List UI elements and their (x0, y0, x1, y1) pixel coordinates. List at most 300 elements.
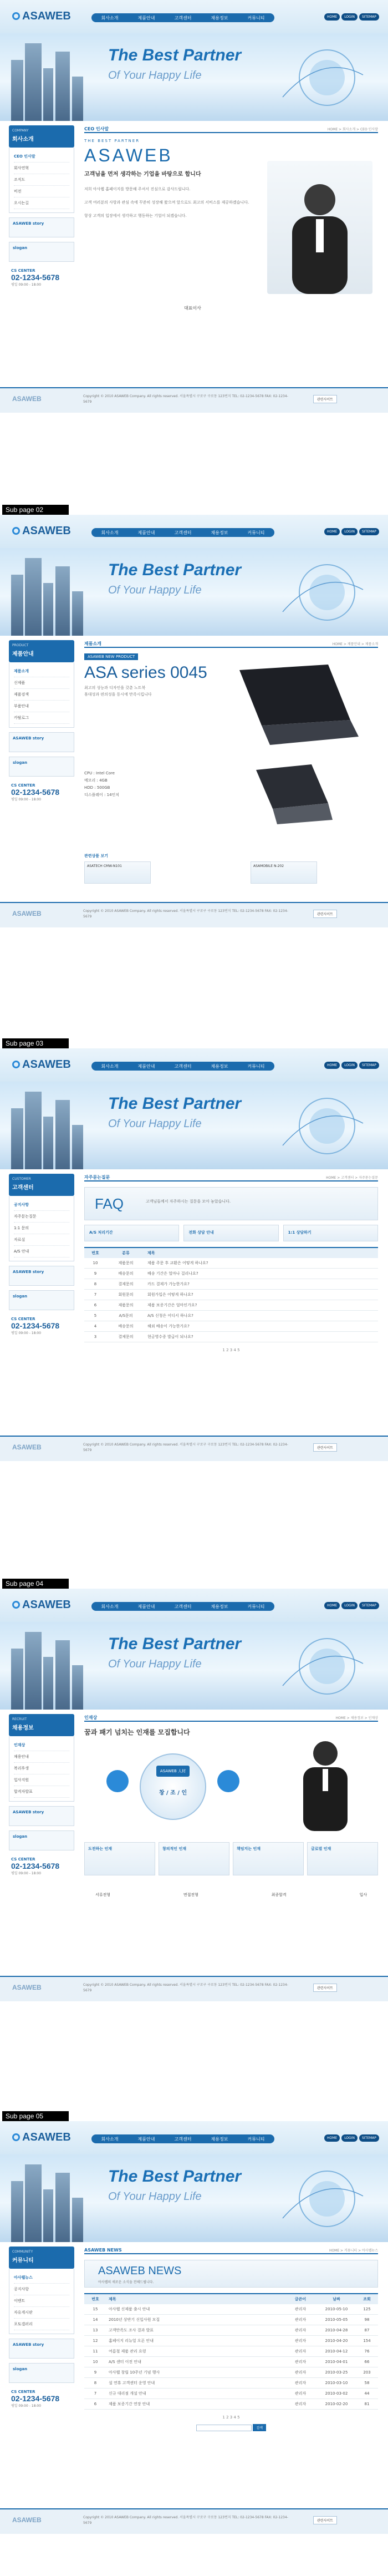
header (0, 515, 388, 548)
table-cell: 203 (356, 2367, 378, 2378)
sidebar-item[interactable]: 공지사항 (14, 1199, 69, 1211)
sitemap-button[interactable]: SITEMAP (359, 1602, 379, 1609)
nav-product[interactable]: 제품안내 (137, 15, 155, 21)
spec-item: 메모리 : 4GB (84, 778, 108, 783)
subpage-label: Sub page 05 (2, 2111, 69, 2121)
content-body (84, 2260, 378, 2504)
footer-copyright: Copyright © 2010 ASAWEB Company. All rights reserved. 서울특별시 구로구 구로동 123번지 TEL: 02-1234-5678 FAX: 02-1234-5679 (83, 394, 288, 404)
sidebar-header (9, 1714, 74, 1736)
table-cell: 여름철 제품 관리 요령 (106, 2346, 284, 2357)
table-cell: 8 (84, 2378, 106, 2389)
login-button[interactable]: LOGIN (341, 2134, 358, 2142)
cs-number: 02-1234-5678 (11, 1321, 60, 1330)
sidebar-header (9, 640, 74, 662)
news-heading: ASAWEB NEWS (98, 2265, 182, 2277)
cs-hours: 평일 09:00 - 18:00 (11, 2404, 42, 2408)
table-row[interactable] (84, 2357, 378, 2367)
nav-product[interactable]: 제품안내 (137, 530, 155, 535)
table-cell: 2010-05-10 (317, 2304, 356, 2315)
table-row[interactable] (84, 2336, 378, 2346)
ceo-photo (267, 161, 372, 294)
table-cell: 7 (84, 2389, 106, 2399)
sidebar-item[interactable]: 1:1 문의 (14, 1223, 69, 1234)
building-image (11, 60, 23, 121)
info-box[interactable]: 1:1 상담하기 (283, 1225, 378, 1241)
sidebar (9, 2247, 74, 2410)
home-button[interactable]: HOME (324, 13, 340, 21)
table-cell: 제품문의 (106, 1300, 145, 1311)
table-cell: 2010-05-05 (317, 2315, 356, 2325)
cs-center (9, 1855, 74, 1878)
subpage-2 (0, 515, 388, 927)
story-banner[interactable]: ASAWEB story (9, 217, 74, 237)
story-banner[interactable]: ASAWEB story (9, 1806, 74, 1826)
table-cell: 58 (356, 2378, 378, 2389)
sidebar-item[interactable]: 자주묻는질문 (14, 1211, 69, 1223)
cs-number: 02-1234-5678 (11, 2394, 60, 2403)
process-step: 면접전형 (183, 1893, 198, 1897)
footer-logo: ASAWEB (12, 395, 42, 403)
slogan-banner[interactable]: slogan (9, 757, 74, 777)
sidebar-item[interactable]: 합격자발표 (14, 1786, 69, 1798)
value-bubble (106, 1770, 129, 1792)
hero-banner (0, 2154, 388, 2242)
family-site-select[interactable]: 관련사이트 (313, 910, 337, 918)
hero-tagline: The Best Partner (108, 561, 242, 579)
ceo-paragraph: 고객 여러분의 사랑과 관심 속에 꾸준히 성장해 왔으며 앞으로도 최고의 서비스를 제공하겠습니다. (84, 200, 249, 205)
footer-logo: ASAWEB (12, 910, 42, 917)
col-header: 분류 (106, 1248, 145, 1258)
table-cell: 9 (84, 1269, 106, 1279)
laptop-image (217, 665, 361, 748)
home-button[interactable]: HOME (324, 1062, 340, 1069)
table-cell: 배송문의 (106, 1269, 145, 1279)
story-banner[interactable]: ASAWEB story (9, 732, 74, 752)
content-title-bar (84, 640, 378, 648)
nav-product[interactable]: 제품안내 (137, 1063, 155, 1069)
pagination[interactable]: 1 2 3 4 5 (222, 2415, 240, 2420)
table-row[interactable] (84, 2315, 378, 2325)
main-nav (91, 2134, 274, 2143)
en-subtitle: THE BEST PARTNER (84, 139, 140, 143)
sidebar-item[interactable]: 인재상 (14, 1740, 69, 1751)
building-image (11, 1649, 23, 1710)
col-header: 번호 (84, 1248, 106, 1258)
nav-customer[interactable]: 고객센터 (174, 1063, 192, 1069)
page-title: CEO 인사말 (84, 126, 109, 131)
header (0, 2121, 388, 2154)
table-cell: 87 (356, 2325, 378, 2336)
sidebar-title: 커뮤니티 (12, 2258, 34, 2264)
subpage-5 (0, 2121, 388, 2534)
process-step: 입사 (359, 1893, 367, 1897)
product-thumb[interactable]: ASAMOBILE N-202 (251, 861, 317, 884)
search-button[interactable]: 검색 (253, 2424, 266, 2431)
table-cell: 관리자 (284, 2367, 317, 2378)
talent-center-label: ASAWEB 人材 (156, 1766, 190, 1777)
sidebar-item[interactable]: 아사웹뉴스 (14, 2272, 69, 2284)
sidebar-item[interactable]: 부품안내 (14, 701, 69, 712)
table-cell: 66 (356, 2357, 378, 2367)
logo-icon (12, 527, 20, 535)
col-header: 제목 (106, 2294, 284, 2304)
building-image (55, 2173, 70, 2242)
nav-product[interactable]: 제품안내 (137, 2136, 155, 2142)
logo[interactable]: ASAWEB (12, 2131, 71, 2144)
sidebar-menu (9, 1196, 74, 1261)
table-cell: 제품 보증기간 연장 안내 (106, 2399, 284, 2410)
main-nav (91, 13, 274, 22)
logo-icon (12, 1061, 20, 1068)
building-image (55, 52, 70, 121)
logo[interactable]: ASAWEB (12, 525, 71, 537)
main-nav (91, 1602, 274, 1611)
hero-subtagline: Of Your Happy Life (108, 1658, 202, 1670)
nav-company[interactable]: 회사소개 (101, 2136, 119, 2142)
table-cell: 제품문의 (106, 1258, 145, 1269)
table-cell: 154 (356, 2336, 378, 2346)
subpage-4 (0, 1589, 388, 2001)
talent-card: 글로벌 인재 (307, 1842, 378, 1875)
news-desc: 아사웹의 새로운 소식을 전해드립니다. (98, 2280, 154, 2284)
table-row[interactable] (84, 1321, 378, 1332)
table-cell: 6 (84, 1300, 106, 1311)
breadcrumb: HOME > 채용정보 > 인재상 (335, 1716, 378, 1720)
logo[interactable]: ASAWEB (12, 1058, 71, 1071)
sidebar-item[interactable]: 복리후생 (14, 1763, 69, 1774)
top-buttons (324, 2134, 379, 2142)
nav-customer[interactable]: 고객센터 (174, 530, 192, 535)
main-content (84, 640, 378, 897)
table-row[interactable] (84, 1332, 378, 1342)
sidebar-item[interactable]: 비전 (14, 186, 69, 197)
sidebar-item[interactable]: 제품소개 (14, 666, 69, 677)
content-body (84, 139, 378, 383)
table-cell: 관리자 (284, 2315, 317, 2325)
sidebar-item[interactable]: 이벤트 (14, 2295, 69, 2307)
table-cell: 제품 주문 후 교환은 어떻게 하나요? (145, 1258, 378, 1269)
talent-card: 창의적인 인재 (159, 1842, 229, 1875)
sitemap-button[interactable]: SITEMAP (359, 2134, 379, 2142)
nav-community[interactable]: 커뮤니티 (247, 1604, 265, 1609)
nav-recruit[interactable]: 채용정보 (211, 15, 228, 21)
top-buttons (324, 528, 379, 535)
spec-item: CPU : Intel Core (84, 771, 115, 775)
hero-tagline: The Best Partner (108, 1635, 242, 1653)
footer (0, 2508, 388, 2534)
ceo-signature-label: 대표이사 (184, 306, 201, 311)
cs-center (9, 1315, 74, 1337)
sidebar-item[interactable]: CEO 인사말 (14, 151, 69, 163)
nav-company[interactable]: 회사소개 (101, 1604, 119, 1609)
login-button[interactable]: LOGIN (341, 528, 358, 535)
top-buttons (324, 13, 379, 21)
table-row[interactable] (84, 2325, 378, 2336)
table-cell: 홈페이지 리뉴얼 오픈 안내 (106, 2336, 284, 2346)
recruit-lead: 꿈과 패기 넘치는 인재를 모집합니다 (84, 1728, 190, 1736)
sidebar-item[interactable]: 제품검색 (14, 689, 69, 701)
nav-company[interactable]: 회사소개 (101, 530, 119, 535)
product-model: ASA series 0045 (84, 663, 207, 682)
story-banner[interactable]: ASAWEB story (9, 1266, 74, 1286)
building-image (43, 68, 53, 121)
related-title: 관련상품 보기 (84, 854, 109, 858)
cs-center (9, 266, 74, 289)
sidebar-item[interactable]: 자유게시판 (14, 2307, 69, 2319)
table-cell: 44 (356, 2389, 378, 2399)
building-image (25, 2164, 42, 2242)
nav-recruit[interactable]: 채용정보 (211, 2136, 228, 2142)
table-row[interactable] (84, 1300, 378, 1311)
table-row[interactable] (84, 1258, 378, 1269)
building-image (43, 1117, 53, 1169)
building-image (25, 558, 42, 636)
content-title-bar (84, 1174, 378, 1181)
col-header: 번호 (84, 2294, 106, 2304)
sitemap-button[interactable]: SITEMAP (359, 528, 379, 535)
nav-community[interactable]: 커뮤니티 (247, 15, 265, 21)
table-cell: 98 (356, 2315, 378, 2325)
nav-company[interactable]: 회사소개 (101, 15, 119, 21)
sidebar-menu (9, 662, 74, 728)
table-cell: 배송문의 (106, 1321, 145, 1332)
building-image (43, 583, 53, 636)
sidebar-item[interactable]: 입사지원 (14, 1774, 69, 1786)
sidebar-item[interactable]: 포토갤러리 (14, 2319, 69, 2330)
subpage-label: Sub page 02 (2, 505, 69, 515)
nav-recruit[interactable]: 채용정보 (211, 1604, 228, 1609)
hero-subtagline: Of Your Happy Life (108, 1118, 202, 1130)
cs-title: CS CENTER (11, 1857, 35, 1862)
home-button[interactable]: HOME (324, 528, 340, 535)
footer-logo: ASAWEB (12, 1984, 42, 1991)
table-cell: 2010-04-01 (317, 2357, 356, 2367)
sidebar-menu (9, 2269, 74, 2334)
sidebar-item[interactable]: A/S 안내 (14, 1246, 69, 1257)
ceo-heading: ASAWEB (84, 145, 173, 165)
table-row[interactable] (84, 2346, 378, 2357)
spec-item: HDD : 500GB (84, 785, 110, 790)
main-content (84, 125, 378, 383)
process-step: 최종합격 (271, 1893, 287, 1897)
page-title: ASAWEB NEWS (84, 2247, 122, 2253)
sitemap-button[interactable]: SITEMAP (359, 1062, 379, 1069)
content-body (84, 1727, 378, 1971)
cs-title: CS CENTER (11, 268, 35, 273)
cs-hours: 평일 09:00 - 18:00 (11, 798, 42, 802)
table-cell: 관리자 (284, 2325, 317, 2336)
family-site-select[interactable]: 관련사이트 (313, 1984, 337, 1992)
col-header: 날짜 (317, 2294, 356, 2304)
sidebar-item[interactable]: 카탈로그 (14, 712, 69, 724)
content-body (84, 1187, 378, 1431)
info-box[interactable]: 전화 상담 안내 (183, 1225, 278, 1241)
family-site-select[interactable]: 관련사이트 (313, 395, 337, 403)
slogan-banner[interactable]: slogan (9, 242, 74, 262)
main-nav (91, 1062, 274, 1071)
building-image (43, 1657, 53, 1710)
subpage-3 (0, 1048, 388, 1461)
table-cell: 관리자 (284, 2336, 317, 2346)
ceo-paragraph: 항상 고객의 입장에서 생각하고 행동하는 기업이 되겠습니다. (84, 214, 187, 218)
login-button[interactable]: LOGIN (341, 13, 358, 21)
sidebar-item[interactable]: 조직도 (14, 174, 69, 186)
sidebar-item[interactable]: 채용안내 (14, 1751, 69, 1763)
table-cell: 2010-03-25 (317, 2367, 356, 2378)
logo[interactable]: ASAWEB (12, 1599, 71, 1611)
footer (0, 1976, 388, 2001)
table-cell: 설 연휴 고객센터 운영 안내 (106, 2378, 284, 2389)
sidebar-title: 제품안내 (12, 651, 34, 657)
hero-visual (277, 2163, 366, 2235)
building-image (55, 1640, 70, 1710)
nav-recruit[interactable]: 채용정보 (211, 1063, 228, 1069)
building-image (72, 1125, 83, 1169)
sidebar-header (9, 2247, 74, 2269)
info-box[interactable]: A/S 처리기간 (84, 1225, 179, 1241)
table-cell: A/S문의 (106, 1311, 145, 1321)
nav-customer[interactable]: 고객센터 (174, 1604, 192, 1609)
page-title: 제품소개 (84, 641, 101, 646)
table-cell: 76 (356, 2346, 378, 2357)
hero-banner (0, 1622, 388, 1710)
logo[interactable]: ASAWEB (12, 10, 71, 23)
businessman-image (284, 1731, 367, 1831)
table-row[interactable] (84, 1279, 378, 1290)
cs-title: CS CENTER (11, 1317, 35, 1321)
nav-recruit[interactable]: 채용정보 (211, 530, 228, 535)
table-cell: 7 (84, 1290, 106, 1300)
talent-values: 창 / 조 / 인 (159, 1790, 187, 1796)
product-thumb[interactable]: ASATECH CMW-N101 (84, 861, 151, 884)
content-title-bar (84, 1714, 378, 1722)
table-cell: 제품 보증기간은 얼마인가요? (145, 1300, 378, 1311)
col-header: 제목 (145, 1248, 378, 1258)
table-row[interactable] (84, 1290, 378, 1300)
faq-desc: 고객님들께서 자주하시는 질문을 모아 놓았습니다. (146, 1199, 231, 1204)
table-cell: 2010-04-20 (317, 2336, 356, 2346)
building-image (72, 591, 83, 636)
sidebar-item[interactable]: 회사연혁 (14, 163, 69, 174)
table-row[interactable] (84, 2389, 378, 2399)
sidebar-item[interactable]: 신제품 (14, 677, 69, 689)
family-site-select[interactable]: 관련사이트 (313, 2516, 337, 2524)
hero-banner (0, 33, 388, 121)
hero-banner (0, 548, 388, 636)
nav-community[interactable]: 커뮤니티 (247, 1063, 265, 1069)
sidebar-title: 회사소개 (12, 136, 34, 143)
nav-customer[interactable]: 고객센터 (174, 2136, 192, 2142)
home-button[interactable]: HOME (324, 1602, 340, 1609)
nav-company[interactable]: 회사소개 (101, 1063, 119, 1069)
footer (0, 902, 388, 927)
nav-community[interactable]: 커뮤니티 (247, 530, 265, 535)
footer-copyright: Copyright © 2010 ASAWEB Company. All rights reserved. 서울특별시 구로구 구로동 123번지 TEL: 02-1234-5678 FAX: 02-1234-5679 (83, 909, 288, 919)
main-content (84, 1714, 378, 1971)
sitemap-button[interactable]: SITEMAP (359, 13, 379, 21)
nav-community[interactable]: 커뮤니티 (247, 2136, 265, 2142)
table-row[interactable] (84, 2367, 378, 2378)
table-row[interactable] (84, 2304, 378, 2315)
hero-subtagline: Of Your Happy Life (108, 69, 202, 82)
logo-icon (12, 1601, 20, 1609)
table-cell: 2010-04-28 (317, 2325, 356, 2336)
header (0, 1589, 388, 1622)
table-cell: A/S 신청은 어디서 하나요? (145, 1311, 378, 1321)
table-cell: 81 (356, 2399, 378, 2410)
breadcrumb: HOME > 고객센터 > 자주묻는질문 (326, 1175, 378, 1180)
table-cell: 관리자 (284, 2357, 317, 2367)
nav-customer[interactable]: 고객센터 (174, 15, 192, 21)
product-desc: 휴대성과 편의성을 동시에 만족시킵니다 (84, 692, 152, 697)
table-cell: A/S 센터 이전 안내 (106, 2357, 284, 2367)
login-button[interactable]: LOGIN (341, 1062, 358, 1069)
sidebar-item[interactable]: 자료실 (14, 1234, 69, 1246)
value-bubble (217, 1770, 239, 1792)
family-site-select[interactable]: 관련사이트 (313, 1443, 337, 1452)
login-button[interactable]: LOGIN (341, 1602, 358, 1609)
search-input[interactable] (196, 2425, 252, 2431)
sidebar (9, 1174, 74, 1337)
footer-copyright: Copyright © 2010 ASAWEB Company. All rights reserved. 서울특별시 구로구 구로동 123번지 TEL: 02-1234-5678 FAX: 02-1234-5679 (83, 2516, 288, 2525)
building-image (11, 1108, 23, 1169)
cs-number: 02-1234-5678 (11, 1862, 60, 1870)
table-cell: 현금영수증 발급이 되나요? (145, 1332, 378, 1342)
top-buttons (324, 1062, 379, 1069)
home-button[interactable]: HOME (324, 2134, 340, 2142)
breadcrumb: HOME > 제품안내 > 제품소개 (332, 642, 378, 646)
table-row[interactable] (84, 1269, 378, 1279)
content-body (84, 653, 378, 897)
building-image (72, 77, 83, 121)
table-row[interactable] (84, 2378, 378, 2389)
breadcrumb: HOME > 회사소개 > CEO 인사말 (327, 127, 378, 131)
pagination[interactable]: 1 2 3 4 5 (222, 1348, 240, 1352)
col-header: 조회 (356, 2294, 378, 2304)
slogan-banner[interactable]: slogan (9, 1290, 74, 1310)
subpage-label: Sub page 03 (2, 1038, 69, 1048)
nav-product[interactable]: 제품안내 (137, 1604, 155, 1609)
faq-banner (84, 1187, 378, 1220)
footer (0, 1436, 388, 1461)
table-cell: 결제문의 (106, 1332, 145, 1342)
faq-table (84, 1247, 378, 1342)
table-row[interactable] (84, 1311, 378, 1321)
slogan-banner[interactable]: slogan (9, 2363, 74, 2383)
hero-visual (277, 1090, 366, 1162)
table-cell: 3 (84, 1332, 106, 1342)
col-header: 글쓴이 (284, 2294, 317, 2304)
breadcrumb: HOME > 커뮤니티 > 아사웹뉴스 (329, 2248, 378, 2253)
sidebar (9, 1714, 74, 1878)
table-row[interactable] (84, 2399, 378, 2410)
slogan-banner[interactable]: slogan (9, 1830, 74, 1850)
talent-circle (140, 1753, 206, 1820)
top-buttons (324, 1602, 379, 1609)
table-cell: 2010-02-20 (317, 2399, 356, 2410)
sidebar-item[interactable]: 공지사항 (14, 2284, 69, 2295)
table-cell: 관리자 (284, 2304, 317, 2315)
building-image (25, 1632, 42, 1710)
story-banner[interactable]: ASAWEB story (9, 2339, 74, 2359)
cs-hours: 평일 09:00 - 18:00 (11, 283, 42, 287)
page-title: 인재상 (84, 1715, 98, 1720)
table-cell: 12 (84, 2336, 106, 2346)
sidebar-menu (9, 1736, 74, 1802)
sidebar-item[interactable]: 오시는길 (14, 197, 69, 209)
sidebar-title: 고객센터 (12, 1185, 34, 1191)
hero-tagline: The Best Partner (108, 2167, 242, 2185)
